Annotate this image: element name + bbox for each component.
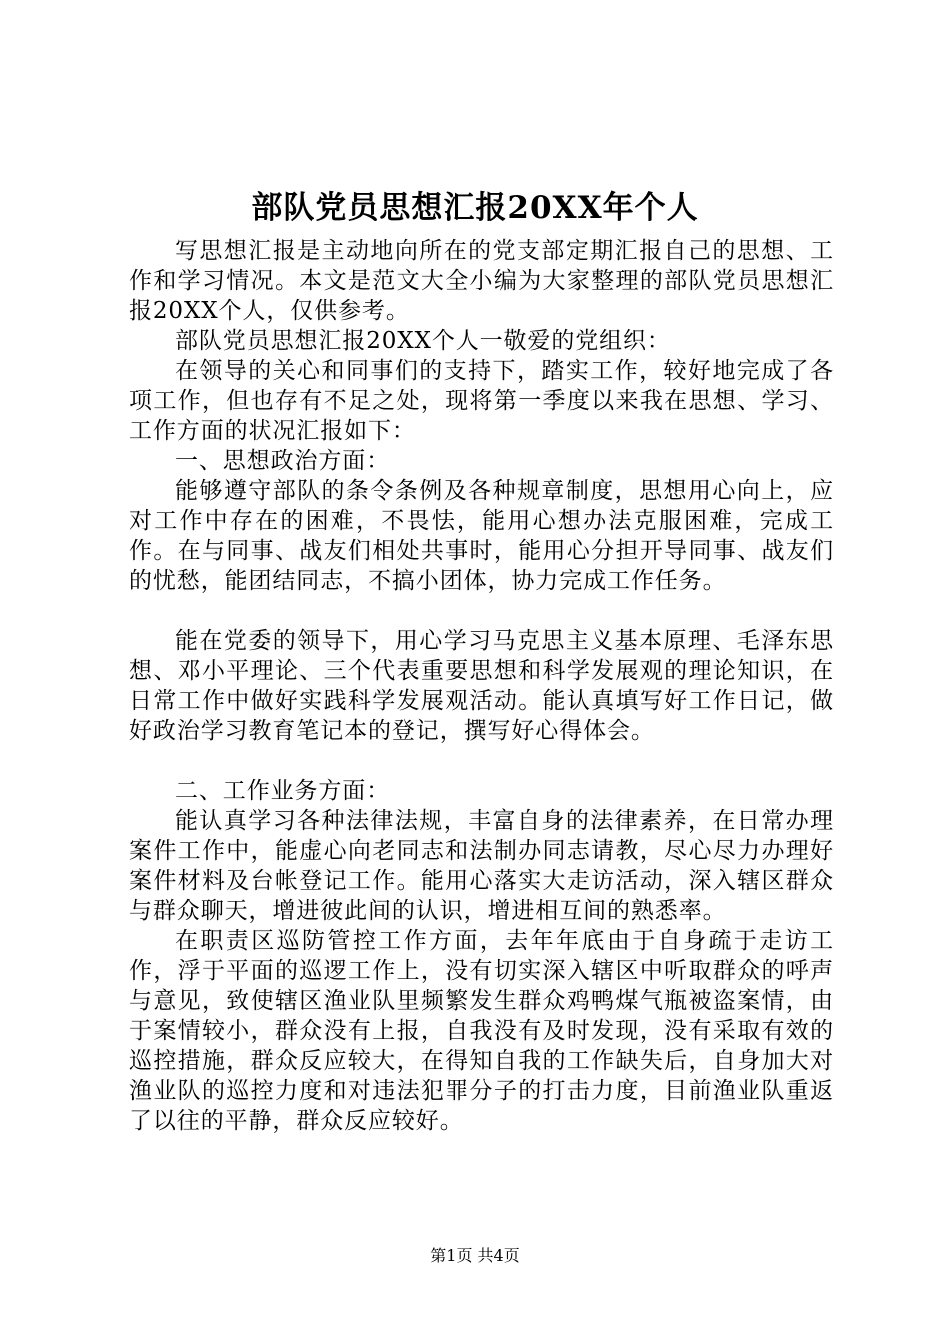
paragraph-political-1: 能够遵守部队的条令条例及各种规章制度，思想用心向上，应对工作中存在的困难，不畏怯，能用心想办法克服困难，完成工作。在与同事、战友们相处共事时，能用心分担开导同事、战友们的忧愁，能团结同志，不搞小团体，协力完成工作任务。 xyxy=(129,478,834,594)
paragraph-salutation: 部队党员思想汇报20XX个人一敬爱的党组织： xyxy=(175,328,671,354)
page-title: 部队党员思想汇报20XX年个人 xyxy=(251,190,699,226)
paragraph-intro: 写思想汇报是主动地向所在的党支部定期汇报自己的思想、工作和学习情况。本文是范文大全小编为大家整理的部队党员思想汇报20XX个人，仅供参考。 xyxy=(129,238,834,324)
paragraph-work-2: 在职责区巡防管控工作方面，去年年底由于自身疏于走访工作，浮于平面的巡逻工作上，没有切实深入辖区中听取群众的呼声与意见，致使辖区渔业队里频繁发生群众鸡鸭煤气瓶被盗案情，由于案情较小，群众没有上报，自我没有及时发现，没有采取有效的巡控措施，群众反应较大，在得知自我的工作缺失后，自身加大对渔业队的巡控力度和对违法犯罪分子的打击力度，目前渔业队重返了以往的平静，群众反应较好。 xyxy=(129,928,834,1134)
section-heading-political: 一、思想政治方面： xyxy=(175,448,391,474)
document-body xyxy=(129,236,834,1136)
paragraph-political-2: 能在党委的领导下，用心学习马克思主义基本原理、毛泽东思想、邓小平理论、三个代表重要思想和科学发展观的理论知识，在日常工作中做好实践科学发展观活动。能认真填写好工作日记，做好政治学习教育笔记本的登记，撰写好心得体会。 xyxy=(129,628,834,744)
page-indicator: 第1页 共4页 xyxy=(430,1246,520,1265)
paragraph-work-1: 能认真学习各种法律法规，丰富自身的法律素养，在日常办理案件工作中，能虚心向老同志和法制办同志请教，尽心尽力办理好案件材料及台帐登记工作。能用心落实大走访活动，深入辖区群众与群众聊天，增进彼此间的认识，增进相互间的熟悉率。 xyxy=(129,808,834,924)
section-heading-work: 二、工作业务方面： xyxy=(175,778,391,804)
paragraph-opening: 在领导的关心和同事们的支持下，踏实工作，较好地完成了各项工作，但也存有不足之处，现将第一季度以来我在思想、学习、工作方面的状况汇报如下： xyxy=(129,358,834,444)
